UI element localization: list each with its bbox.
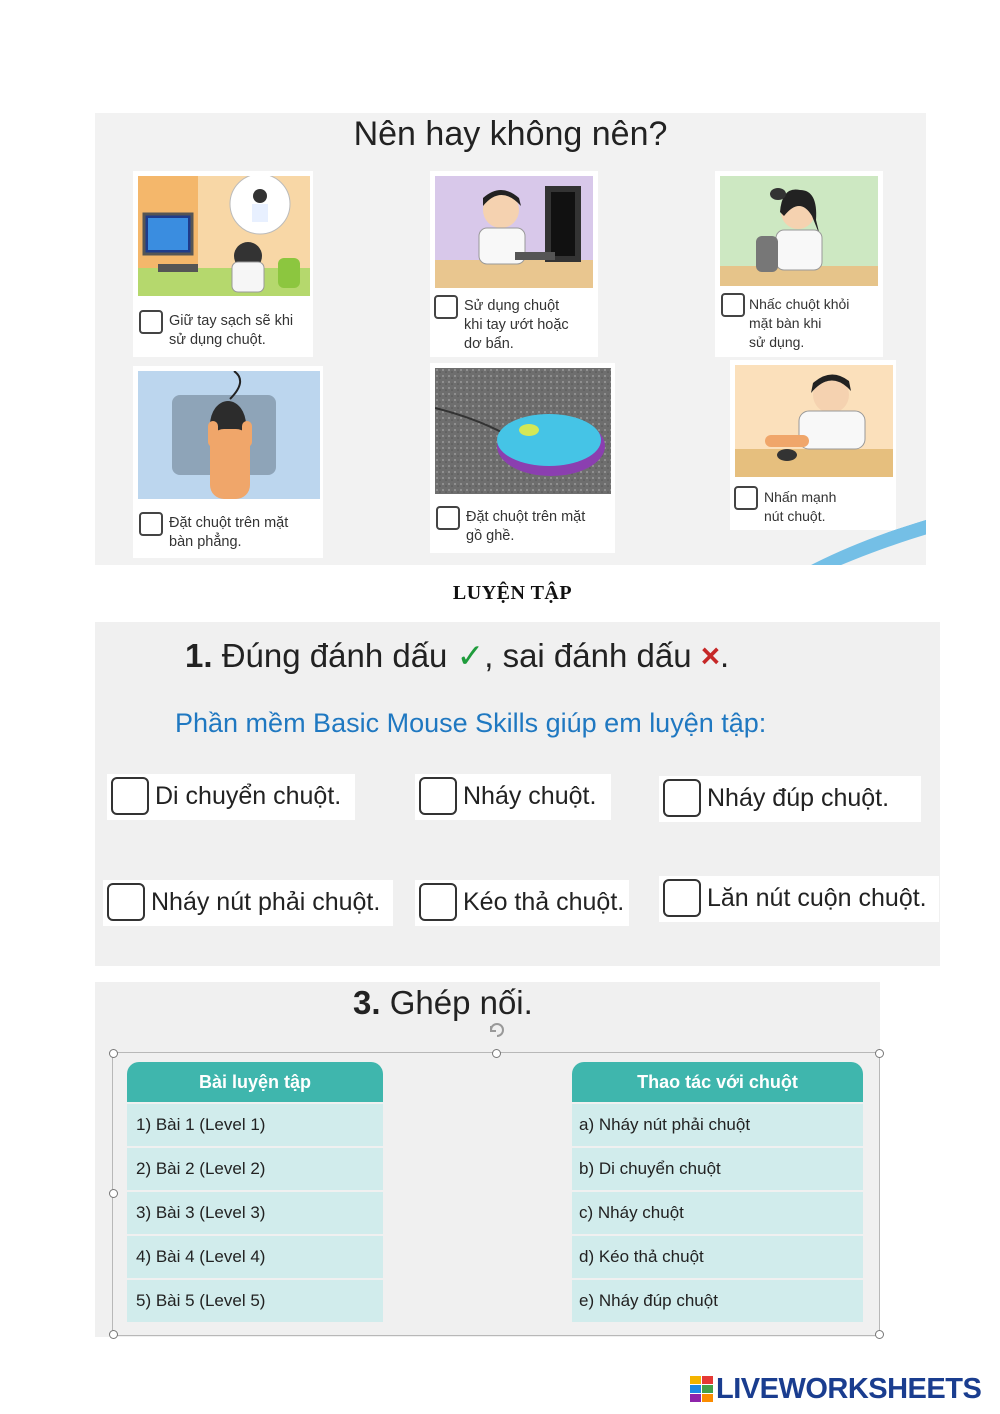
question-text: , sai đánh dấu <box>484 637 701 674</box>
card-label: Đặt chuột trên mặt bàn phẳng. <box>169 515 289 550</box>
should-or-not-section <box>95 113 926 565</box>
card-rough-surface <box>430 363 615 553</box>
option-scroll-wheel <box>659 876 939 922</box>
card-label: Giữ tay sạch sẽ khi sử dụng chuột. <box>169 313 294 348</box>
table-row: b) Di chuyển chuột <box>572 1148 863 1190</box>
flat-desk-illustration <box>138 371 320 499</box>
lift-mouse-illustration <box>720 176 878 286</box>
logo-text: LIVEWORKSHEETS <box>716 1373 982 1405</box>
resize-handle[interactable] <box>109 1330 118 1339</box>
option-move-mouse <box>107 774 355 820</box>
option-label: Nháy chuột. <box>463 782 597 810</box>
option-drag-drop <box>415 880 629 926</box>
option-label: Nháy đúp chuột. <box>707 784 890 812</box>
question-text: . <box>720 637 730 674</box>
question-number: 3. <box>353 984 381 1021</box>
card-label: Nhấc chuột khỏi mặt bàn khi sử dụng. <box>749 296 850 350</box>
resize-handle[interactable] <box>875 1330 884 1339</box>
card-wet-hands <box>430 171 598 357</box>
table-row: 1) Bài 1 (Level 1) <box>127 1104 383 1146</box>
card-label: Nhấn mạnh nút chuột. <box>764 489 837 524</box>
right-table-header: Thao tác với chuột <box>572 1062 863 1102</box>
card-checkbox[interactable] <box>734 486 758 510</box>
question1-subtitle: Phần mềm Basic Mouse Skills giúp em luyện tập: <box>175 708 767 738</box>
resize-handle[interactable] <box>109 1189 118 1198</box>
card-clean-hands <box>133 171 313 357</box>
table-row: a) Nháy nút phải chuột <box>572 1104 863 1146</box>
option-click <box>415 774 611 820</box>
card-checkbox[interactable] <box>139 310 163 334</box>
resize-handle[interactable] <box>109 1049 118 1058</box>
table-row: 3) Bài 3 (Level 3) <box>127 1192 383 1234</box>
option-checkbox[interactable] <box>663 779 701 817</box>
table-row: c) Nháy chuột <box>572 1192 863 1234</box>
right-table <box>572 1062 863 1322</box>
resize-handle[interactable] <box>875 1049 884 1058</box>
option-checkbox[interactable] <box>419 777 457 815</box>
option-double-click <box>659 776 921 822</box>
cross-mark-icon: × <box>700 637 721 674</box>
option-checkbox[interactable] <box>107 883 145 921</box>
table-row: 2) Bài 2 (Level 2) <box>127 1148 383 1190</box>
practice-heading: LUYỆN TẬP <box>452 582 573 604</box>
option-checkbox[interactable] <box>663 879 701 917</box>
question1-section <box>95 622 940 966</box>
question3-section <box>95 982 880 1337</box>
card-label: Đặt chuột trên mặt gồ ghề. <box>466 509 586 544</box>
card-checkbox[interactable] <box>721 293 745 317</box>
clean-hands-illustration <box>138 176 310 296</box>
option-checkbox[interactable] <box>111 777 149 815</box>
check-mark-icon: ✓ <box>456 637 485 674</box>
option-right-click <box>103 880 393 926</box>
resize-handle[interactable] <box>492 1049 501 1058</box>
card-checkbox[interactable] <box>436 506 460 530</box>
card-checkbox[interactable] <box>434 295 458 319</box>
option-label: Kéo thả chuột. <box>463 888 625 916</box>
card-flat-desk <box>133 366 323 558</box>
option-label: Di chuyển chuột. <box>155 782 342 810</box>
question-text: Ghép nối. <box>380 984 533 1021</box>
question3-title <box>353 984 533 1022</box>
left-table <box>127 1062 383 1322</box>
option-label: Nháy nút phải chuột. <box>151 888 381 916</box>
card-label: Sử dụng chuột khi tay ướt hoặc dơ bẩn. <box>464 298 569 352</box>
card-press-hard <box>730 360 896 530</box>
table-row: 5) Bài 5 (Level 5) <box>127 1280 383 1322</box>
option-label: Lăn nút cuộn chuột. <box>707 884 927 912</box>
question1-title <box>185 636 729 675</box>
question-text: Đúng đánh dấu <box>212 637 457 674</box>
rough-surface-illustration <box>435 368 611 494</box>
rotate-handle-icon[interactable] <box>485 1018 509 1042</box>
wet-hands-illustration <box>435 176 593 288</box>
option-checkbox[interactable] <box>419 883 457 921</box>
card-checkbox[interactable] <box>139 512 163 536</box>
question-number: 1. <box>185 637 213 674</box>
press-hard-illustration <box>735 365 893 477</box>
card-lift-mouse <box>715 171 883 357</box>
section1-title: Nên hay không nên? <box>353 115 668 153</box>
table-row: 4) Bài 4 (Level 4) <box>127 1236 383 1278</box>
table-row: e) Nháy đúp chuột <box>572 1280 863 1322</box>
left-table-header: Bài luyện tập <box>127 1062 383 1102</box>
liveworksheets-logo-icon <box>690 1376 714 1404</box>
table-row: d) Kéo thả chuột <box>572 1236 863 1278</box>
